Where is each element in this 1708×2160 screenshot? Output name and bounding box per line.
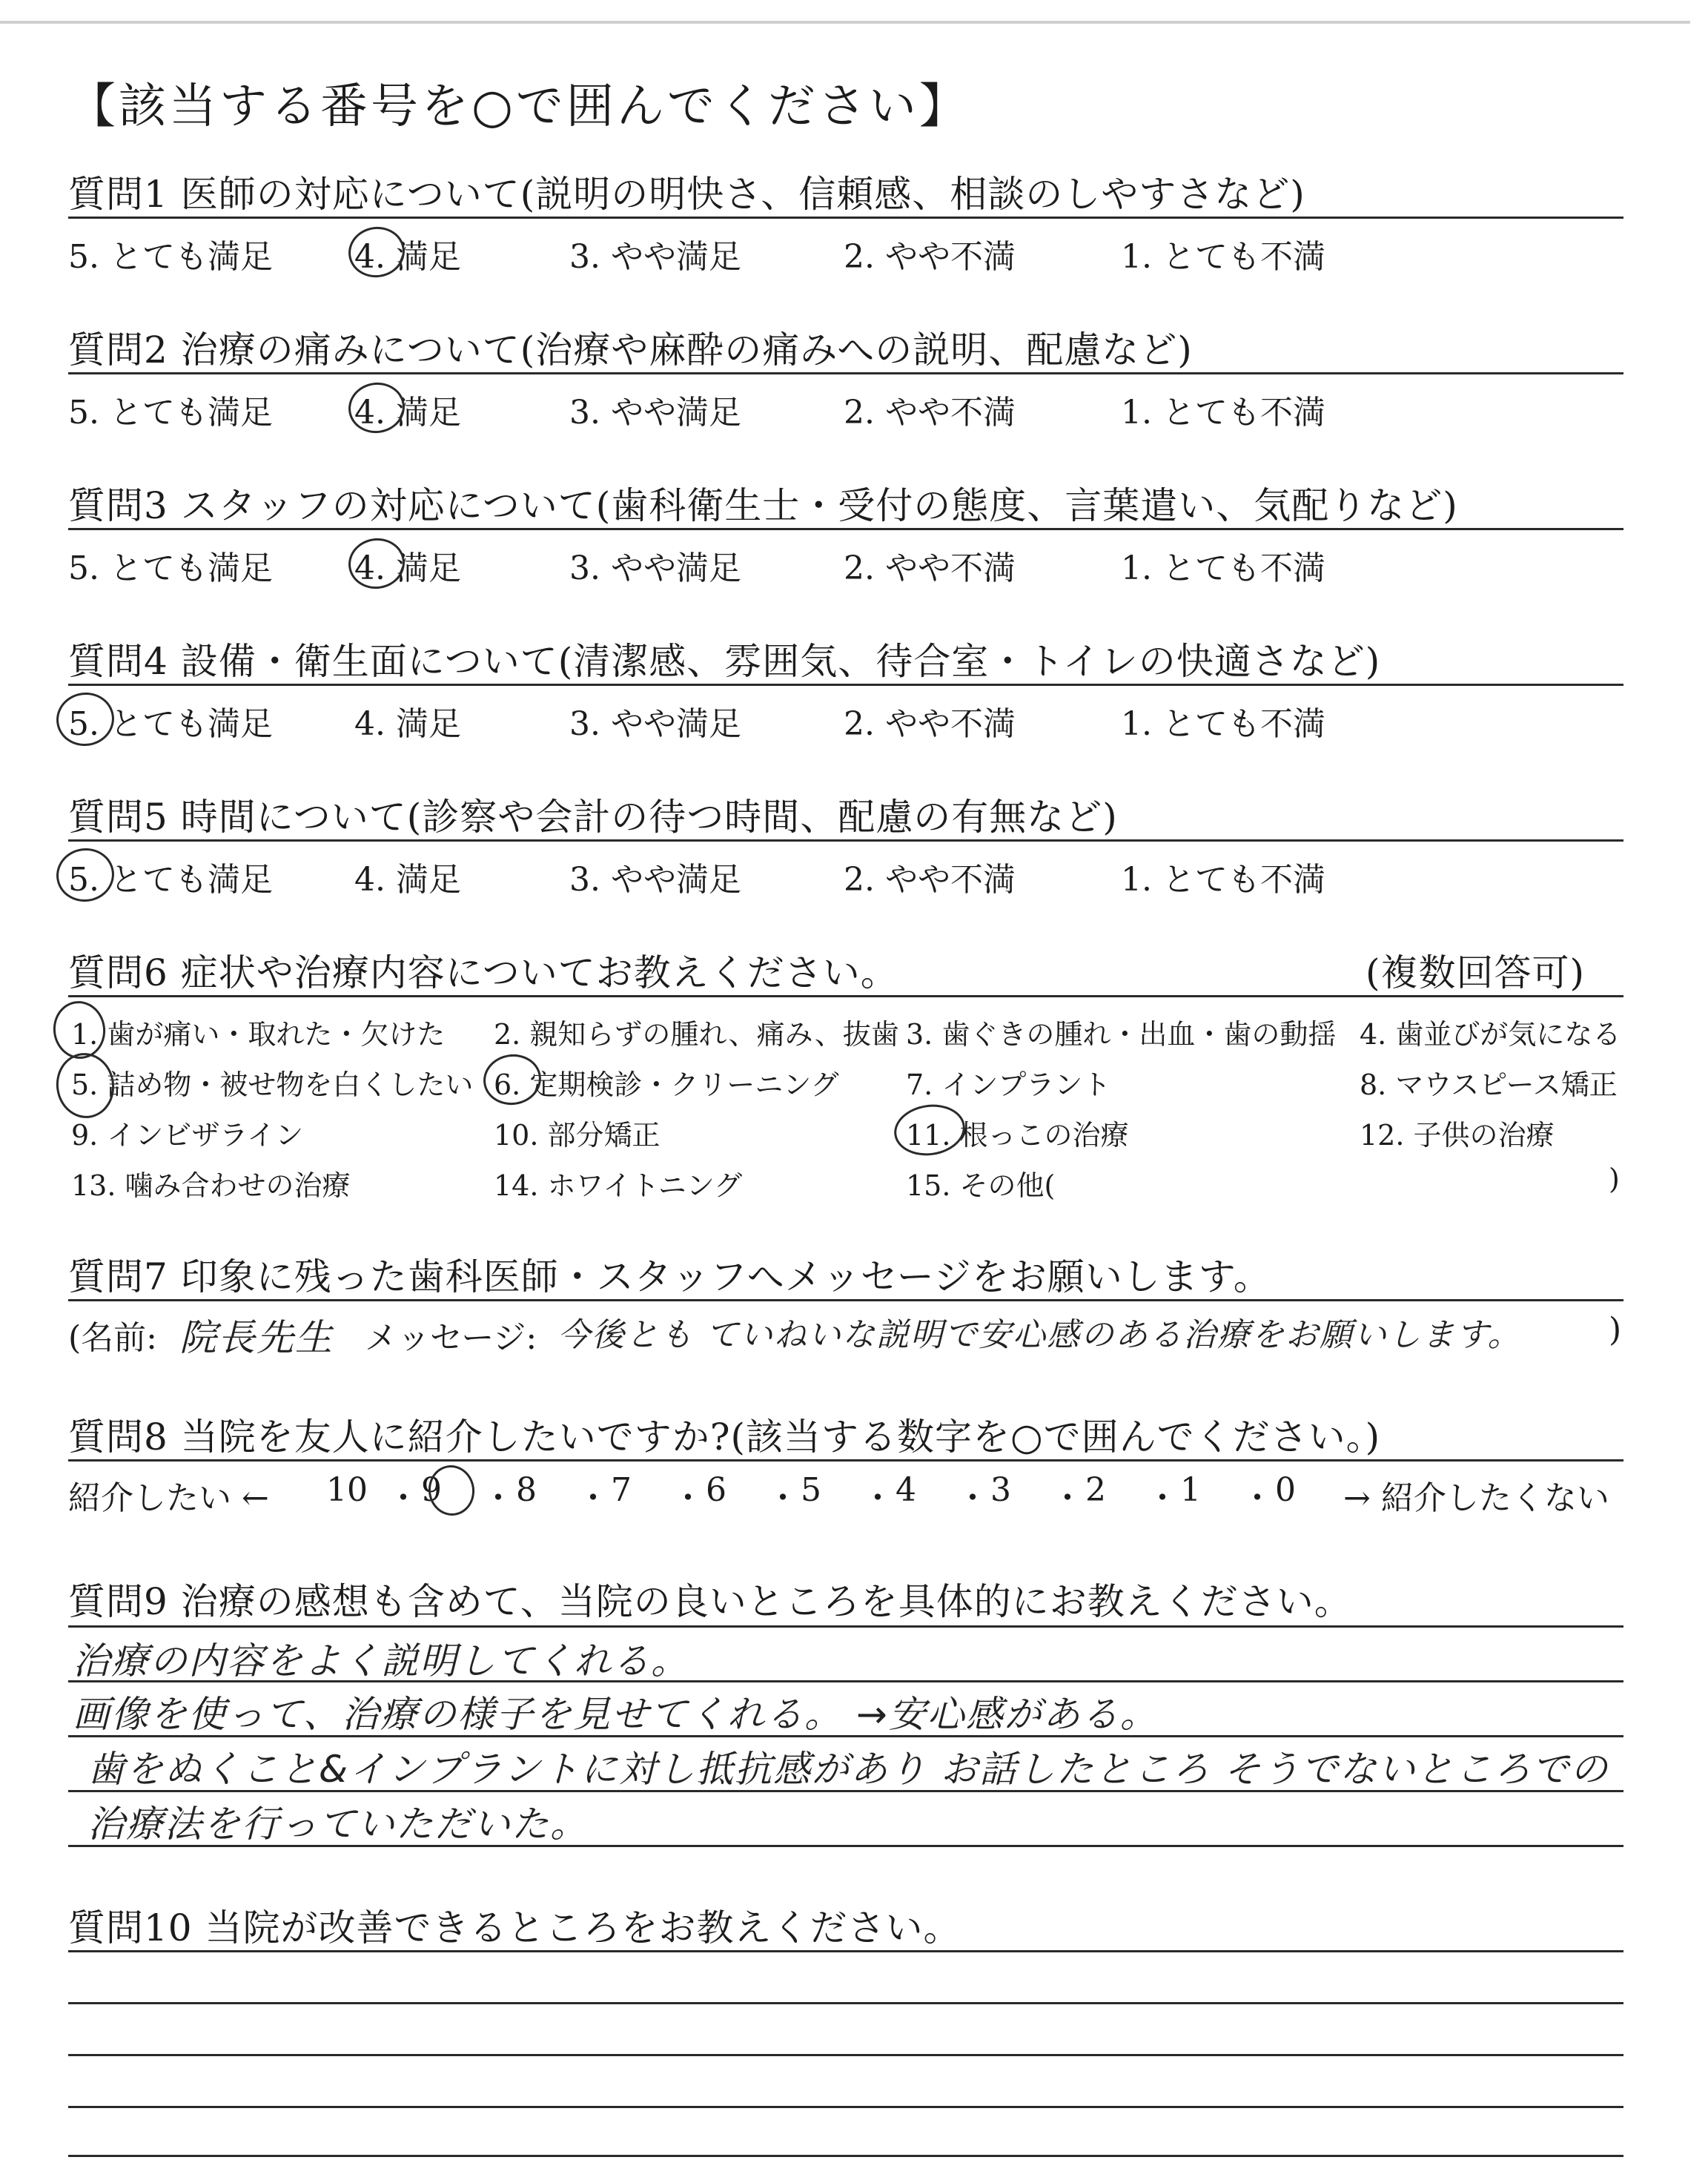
scale-right-label: → 紹介したくない	[1343, 1479, 1609, 1517]
divider	[68, 839, 1623, 842]
symptom-option-1[interactable]: 1. 歯が痛い・取れた・欠けた	[71, 1018, 446, 1051]
question-label: 質問3 スタッフの対応について(歯科衛生士・受付の態度、言葉遣い、気配りなど)	[68, 484, 1458, 527]
handwritten-answer-line-1[interactable]: 治療の内容をよく説明してくれる。	[73, 1639, 689, 1682]
scale-separator-dot: ・	[767, 1479, 799, 1517]
option-5[interactable]: 5. とても満足	[68, 861, 273, 899]
symptom-option-15[interactable]: 15. その他(	[906, 1169, 1056, 1202]
option-4[interactable]: 4. 満足	[354, 238, 461, 276]
answer-line	[68, 1625, 1623, 1628]
option-4[interactable]: 4. 満足	[354, 705, 461, 743]
divider	[68, 372, 1623, 374]
scale-separator-dot: ・	[1146, 1479, 1179, 1517]
scale-separator-dot: ・	[482, 1479, 514, 1517]
scale-option-7[interactable]: 7	[611, 1471, 632, 1509]
message-handwritten[interactable]: 今後とも ていねいな説明で安心感のある治療をお願いします。	[557, 1316, 1522, 1354]
scale-left-label: 紹介したい ←	[68, 1479, 269, 1517]
question-label: 質問5 時間について(診察や会計の待つ時間、配慮の有無など)	[68, 796, 1118, 839]
option-3[interactable]: 3. やや満足	[569, 549, 741, 587]
name-label: (名前:	[68, 1319, 157, 1357]
option-3[interactable]: 3. やや満足	[569, 861, 741, 899]
handwritten-answer-line-3[interactable]: 歯をぬくこと&インプラントに対し抵抗感があり お話したところ そうでないところでの	[87, 1748, 1609, 1791]
symptom-option-7[interactable]: 7. インプラント	[906, 1069, 1111, 1101]
scale-separator-dot: ・	[956, 1479, 989, 1517]
question-label: 質問7 印象に残った歯科医師・スタッフへメッセージをお願いします。	[68, 1255, 1271, 1298]
symptom-option-10[interactable]: 10. 部分矯正	[494, 1119, 661, 1152]
message-label: メッセージ:	[365, 1319, 537, 1357]
option-2[interactable]: 2. やや不満	[844, 861, 1016, 899]
selection-circle	[50, 998, 109, 1063]
answer-line	[68, 2054, 1623, 2056]
symptom-option-4[interactable]: 4. 歯並びが気になる	[1360, 1018, 1621, 1051]
option-2[interactable]: 2. やや不満	[844, 238, 1016, 276]
symptom-option-5[interactable]: 5. 詰め物・被せ物を白くしたい	[71, 1069, 474, 1101]
scale-option-6[interactable]: 6	[706, 1471, 726, 1509]
scale-option-10[interactable]: 10	[326, 1471, 368, 1509]
question-label: 質問4 設備・衛生面について(清潔感、雰囲気、待合室・トイレの快適さなど)	[68, 640, 1381, 683]
scale-separator-dot: ・	[1051, 1479, 1084, 1517]
scale-option-4[interactable]: 4	[896, 1471, 916, 1509]
option-5[interactable]: 5. とても満足	[68, 549, 273, 587]
question-label: 質問10 当院が改善できるところをお教えください。	[68, 1906, 961, 1949]
handwritten-answer-line-2[interactable]: 画像を使って、治療の様子を見せてくれる。 →安心感がある。	[73, 1693, 1159, 1736]
option-2[interactable]: 2. やや不満	[844, 549, 1016, 587]
option-3[interactable]: 3. やや満足	[569, 238, 741, 276]
scale-separator-dot: ・	[672, 1479, 704, 1517]
option-2[interactable]: 2. やや不満	[844, 705, 1016, 743]
answer-line	[68, 2106, 1623, 2108]
scale-option-0[interactable]: 0	[1275, 1471, 1296, 1509]
symptom-option-6[interactable]: 6. 定期検診・クリーニング	[494, 1069, 839, 1101]
option-4[interactable]: 4. 満足	[354, 861, 461, 899]
question-label: 質問6 症状や治療内容についてお教えください。	[68, 951, 898, 994]
question-label: 質問8 当院を友人に紹介したいですか?(該当する数字を○で囲んでください。)	[68, 1416, 1381, 1459]
scale-option-2[interactable]: 2	[1085, 1471, 1106, 1509]
symptom-option-11[interactable]: 11. 根っこの治療	[906, 1119, 1129, 1152]
option-1[interactable]: 1. とても不満	[1121, 394, 1325, 432]
question-label: 質問9 治療の感想も含めて、当院の良いところを具体的にお教えください。	[68, 1580, 1352, 1623]
symptom-option-2[interactable]: 2. 親知らずの腫れ、痛み、抜歯	[494, 1018, 899, 1051]
other-close-paren: )	[1609, 1163, 1620, 1195]
option-5[interactable]: 5. とても満足	[68, 394, 273, 432]
multiple-answer-note: (複数回答可)	[1366, 951, 1586, 994]
page-title: 【該当する番号を○で囲んでください】	[68, 79, 970, 134]
scale-separator-dot: ・	[387, 1479, 420, 1517]
option-1[interactable]: 1. とても不満	[1121, 705, 1325, 743]
symptom-option-14[interactable]: 14. ホワイトニング	[494, 1169, 743, 1202]
scale-separator-dot: ・	[1241, 1479, 1274, 1517]
name-handwritten[interactable]: 院長先生	[179, 1316, 334, 1359]
scale-option-5[interactable]: 5	[801, 1471, 821, 1509]
divider	[68, 528, 1623, 530]
message-close-paren: )	[1609, 1311, 1622, 1349]
question-label: 質問2 治療の痛みについて(治療や麻酔の痛みへの説明、配慮など)	[68, 328, 1193, 371]
answer-line	[68, 1950, 1623, 1952]
symptom-option-8[interactable]: 8. マウスピース矯正	[1360, 1069, 1618, 1101]
scale-option-9[interactable]: 9	[421, 1471, 442, 1509]
option-2[interactable]: 2. やや不満	[844, 394, 1016, 432]
question-label: 質問1 医師の対応について(説明の明快さ、信頼感、相談のしやすさなど)	[68, 173, 1305, 216]
divider	[68, 1299, 1623, 1301]
handwritten-answer-line-4[interactable]: 治療法を行っていただいた。	[87, 1803, 589, 1846]
symptom-option-9[interactable]: 9. インビザライン	[71, 1119, 304, 1152]
answer-line	[68, 2155, 1623, 2157]
symptom-option-12[interactable]: 12. 子供の治療	[1360, 1119, 1555, 1152]
option-1[interactable]: 1. とても不満	[1121, 238, 1325, 276]
option-4[interactable]: 4. 満足	[354, 549, 461, 587]
option-3[interactable]: 3. やや満足	[569, 394, 741, 432]
option-1[interactable]: 1. とても不満	[1121, 861, 1325, 899]
symptom-option-3[interactable]: 3. 歯ぐきの腫れ・出血・歯の動揺	[906, 1018, 1337, 1051]
scale-option-3[interactable]: 3	[990, 1471, 1011, 1509]
scan-top-edge	[0, 21, 1690, 24]
divider	[68, 995, 1623, 997]
answer-line	[68, 2002, 1623, 2004]
option-4[interactable]: 4. 満足	[354, 394, 461, 432]
option-1[interactable]: 1. とても不満	[1121, 549, 1325, 587]
divider	[68, 217, 1623, 219]
option-5[interactable]: 5. とても満足	[68, 705, 273, 743]
scale-separator-dot: ・	[577, 1479, 609, 1517]
scale-option-8[interactable]: 8	[516, 1471, 537, 1509]
scale-option-1[interactable]: 1	[1180, 1471, 1201, 1509]
symptom-option-13[interactable]: 13. 噛み合わせの治療	[71, 1169, 351, 1202]
divider	[68, 1459, 1623, 1462]
selection-circle	[52, 1049, 118, 1122]
scale-separator-dot: ・	[861, 1479, 894, 1517]
option-3[interactable]: 3. やや満足	[569, 705, 741, 743]
option-5[interactable]: 5. とても満足	[68, 238, 273, 276]
divider	[68, 684, 1623, 686]
